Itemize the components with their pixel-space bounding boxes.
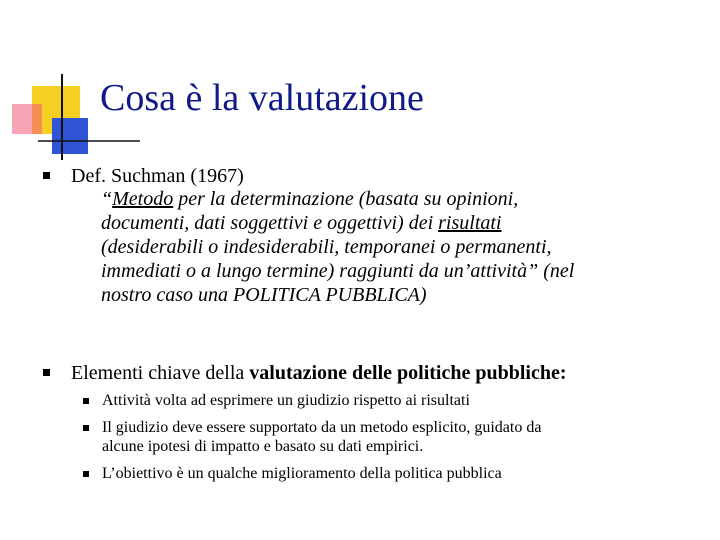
- sub-bullet-3: L’obiettivo è un qualche miglioramento della politica pubblica: [102, 465, 502, 482]
- slide-title: Cosa è la valutazione: [100, 77, 424, 119]
- definition-quote: [101, 187, 701, 307]
- quote-line-3: (desiderabili o indesiderabili, temporanei o permanenti,: [101, 236, 552, 258]
- square-bullet-icon: [83, 398, 89, 404]
- square-bullet-icon: [83, 425, 89, 431]
- bullet-key-elements-label: Elementi chiave della valutazione delle politiche pubbliche:: [71, 362, 567, 384]
- bullet-definition-label: Def. Suchman (1967): [71, 165, 244, 187]
- blue-square: [52, 118, 88, 154]
- red-square: [12, 104, 42, 134]
- sub-bullet-2-line-2: alcune ipotesi di impatto e basato su dati empirici.: [102, 438, 424, 455]
- quote-line-4: immediati o a lungo termine) raggiunti da un’attività” (nel: [101, 260, 575, 282]
- underlined-risultati: risultati: [438, 212, 502, 234]
- quote-line-5: nostro caso una POLITICA PUBBLICA): [101, 284, 427, 306]
- sub-bullet-2-line-1: Il giudizio deve essere supportato da un metodo esplicito, guidato da: [102, 419, 542, 436]
- quote-line-1: “Metodo per la determinazione (basata su opinioni,: [101, 188, 519, 210]
- square-bullet-icon: [43, 369, 50, 376]
- square-bullet-icon: [43, 172, 50, 179]
- square-bullet-icon: [83, 471, 89, 477]
- underlined-metodo: Metodo: [112, 188, 174, 210]
- sub-bullet-1: Attività volta ad esprimere un giudizio rispetto ai risultati: [102, 392, 470, 409]
- quote-line-2: documenti, dati soggettivi e oggettivi) dei risultati: [101, 212, 502, 234]
